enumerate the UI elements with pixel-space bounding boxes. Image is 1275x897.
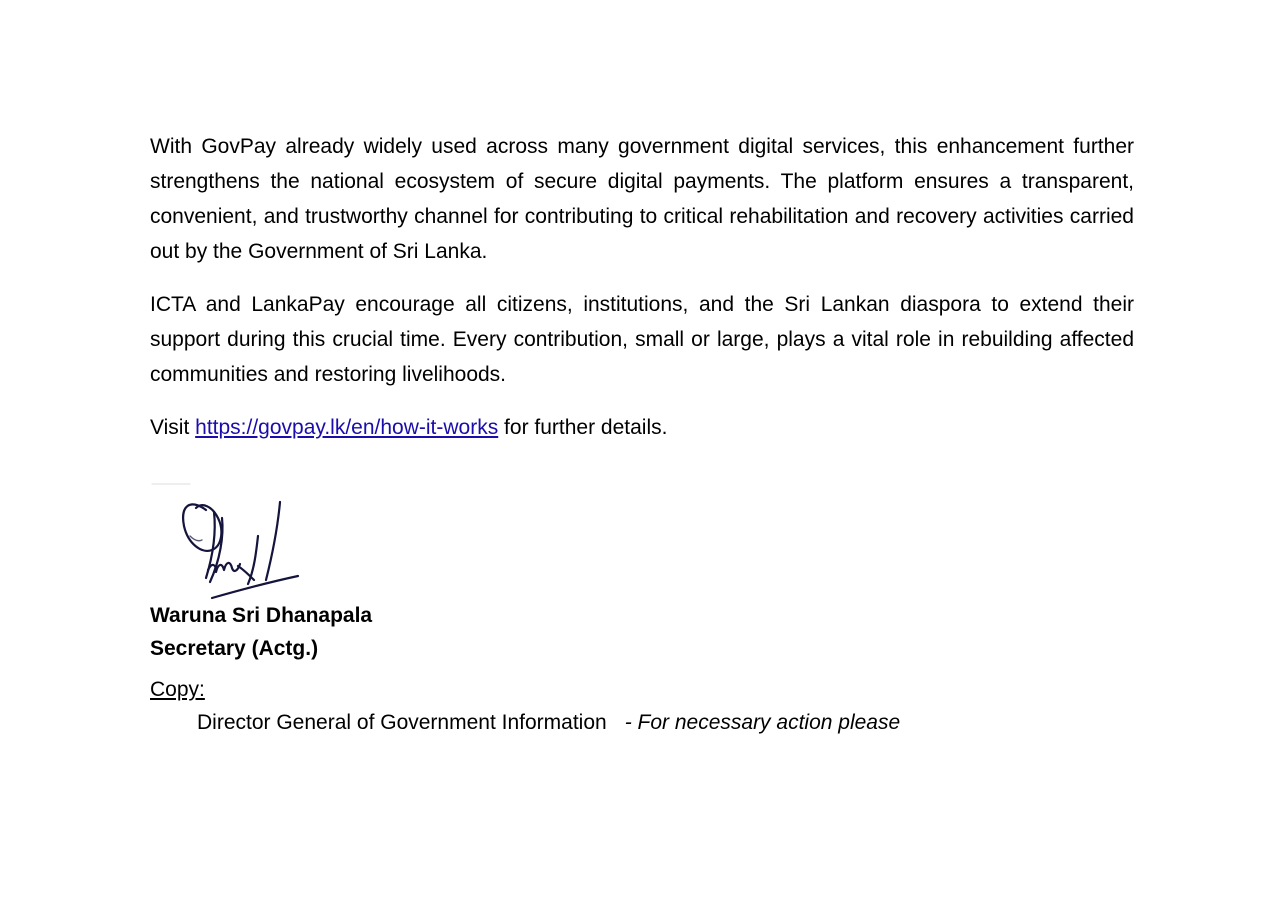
copy-heading: Copy:: [150, 678, 205, 701]
paragraph-support-appeal: ICTA and LankaPay encourage all citizens, institutions, and the Sri Lankan diaspora to extend their support during this crucial time. Every contribution, small or large, plays a vital role in rebuilding affected communities and restoring livelihoods.: [150, 293, 1134, 386]
paragraph-visit-link: [150, 410, 1134, 445]
signatory-name: Waruna Sri Dhanapala: [150, 604, 373, 627]
paragraph-govpay-ecosystem: With GovPay already widely used across many government digital services, this enhancement further strengthens the national ecosystem of secure digital payments. The platform ensures a transparent, convenient, and trustworthy channel for contributing to critical rehabilitation and recovery activities carried out by the Government of Sri Lanka.: [150, 135, 1134, 263]
copy-recipient: Director General of Government Information: [197, 711, 607, 734]
copy-recipient-line: [197, 711, 900, 735]
visit-suffix: for further details.: [498, 416, 668, 439]
visit-prefix: Visit: [150, 416, 196, 439]
signatory-title: Secretary (Actg.): [150, 637, 319, 660]
handwritten-signature: [150, 478, 310, 603]
govpay-how-it-works-link[interactable]: https://govpay.lk/en/how-it-works: [195, 416, 499, 439]
copy-action-note: - For necessary action please: [624, 711, 901, 734]
